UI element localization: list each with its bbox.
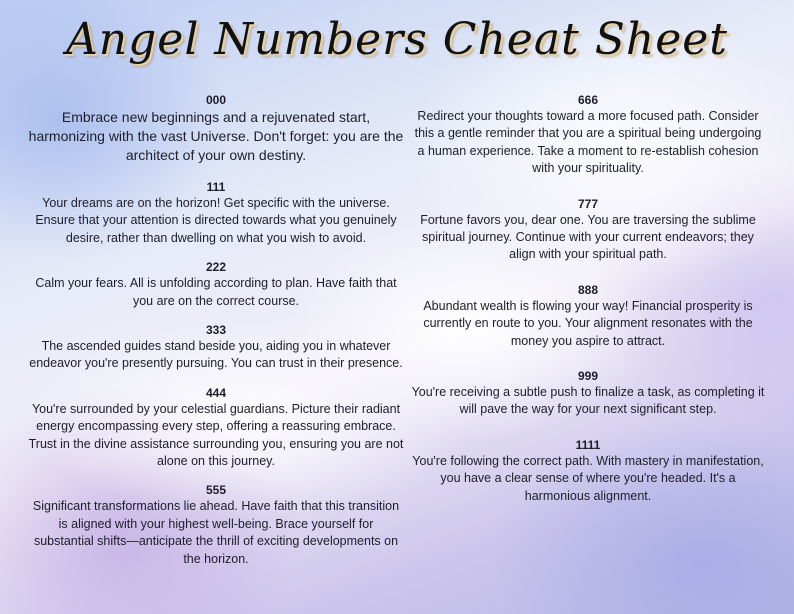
angel-number-meaning: You're following the correct path. With mastery in manifestation, you have a clear sense of where you're headed. It's a harmonious alignment. <box>412 453 764 503</box>
angel-number-meaning: Embrace new beginnings and a rejuvenated start, harmonizing with the vast Universe. Don't forget: you are the architect of your own destiny. <box>28 109 404 163</box>
angel-number: 000 <box>205 93 227 107</box>
angel-number-meaning: Abundant wealth is flowing your way! Financial prosperity is currently en route to you. Your alignment resonates with the money you aspire to attract. <box>423 298 753 348</box>
angel-number-entry <box>28 322 404 373</box>
angel-number-meaning: You're receiving a subtle push to finalize a task, as completing it will pave the way for your next significant step. <box>411 385 765 417</box>
angel-number: 777 <box>577 196 599 211</box>
angel-number-entry <box>28 385 404 471</box>
angel-number: 888 <box>577 282 599 297</box>
angel-number-entry <box>410 282 766 350</box>
angel-number-meaning: Calm your fears. All is unfolding according to plan. Have faith that you are on the correct course. <box>35 276 397 308</box>
angel-number-entry <box>410 368 766 419</box>
angel-number-entry <box>28 482 404 568</box>
angel-number: 222 <box>205 260 227 275</box>
angel-number-entry <box>410 92 766 178</box>
angel-number-meaning: Redirect your thoughts toward a more focused path. Consider this a gentle reminder that you are a spiritual being undergoing a human experience. Take a moment to re-establish cohesion with your spirituality. <box>414 109 762 176</box>
right-column <box>410 92 766 517</box>
angel-number-meaning: The ascended guides stand beside you, aiding you in whatever endeavor you're presently pursuing. You can trust in their presence. <box>29 339 403 371</box>
angel-number-meaning: You're surrounded by your celestial guardians. Picture their radiant energy encompassing every step, offering a reassuring embrace. Trust in the divine assistance surrounding you, ensuring you are not alone on this journey. <box>28 401 404 469</box>
angel-number: 1111 <box>575 437 601 452</box>
left-column <box>28 92 404 580</box>
angel-number-entry <box>410 437 766 505</box>
angel-number: 999 <box>577 369 599 384</box>
angel-number-meaning: Fortune favors you, dear one. You are traversing the sublime spiritual journey. Continue with your current endeavors; they align with your spiritual path. <box>420 212 756 262</box>
page-title: Angel Numbers Cheat Sheet <box>66 14 728 65</box>
angel-number-entry <box>410 196 766 264</box>
angel-number: 444 <box>205 385 227 400</box>
angel-number: 555 <box>205 483 227 498</box>
angel-number-entry <box>28 92 404 165</box>
angel-number: 111 <box>206 180 226 194</box>
angel-number: 333 <box>205 323 227 338</box>
angel-number-entry <box>28 179 404 247</box>
angel-number-meaning: Your dreams are on the horizon! Get specific with the universe. Ensure that your attention is directed towards what you genuinely desire, rather than dwelling on what you wish to avoid. <box>35 196 397 245</box>
angel-number: 666 <box>577 93 599 107</box>
angel-number-entry <box>28 259 404 310</box>
angel-number-meaning: Significant transformations lie ahead. Have faith that this transition is aligned with your highest well-being. Brace yourself for substantial shifts—anticipate the thrill of exciting developments on the horizon. <box>32 499 400 566</box>
